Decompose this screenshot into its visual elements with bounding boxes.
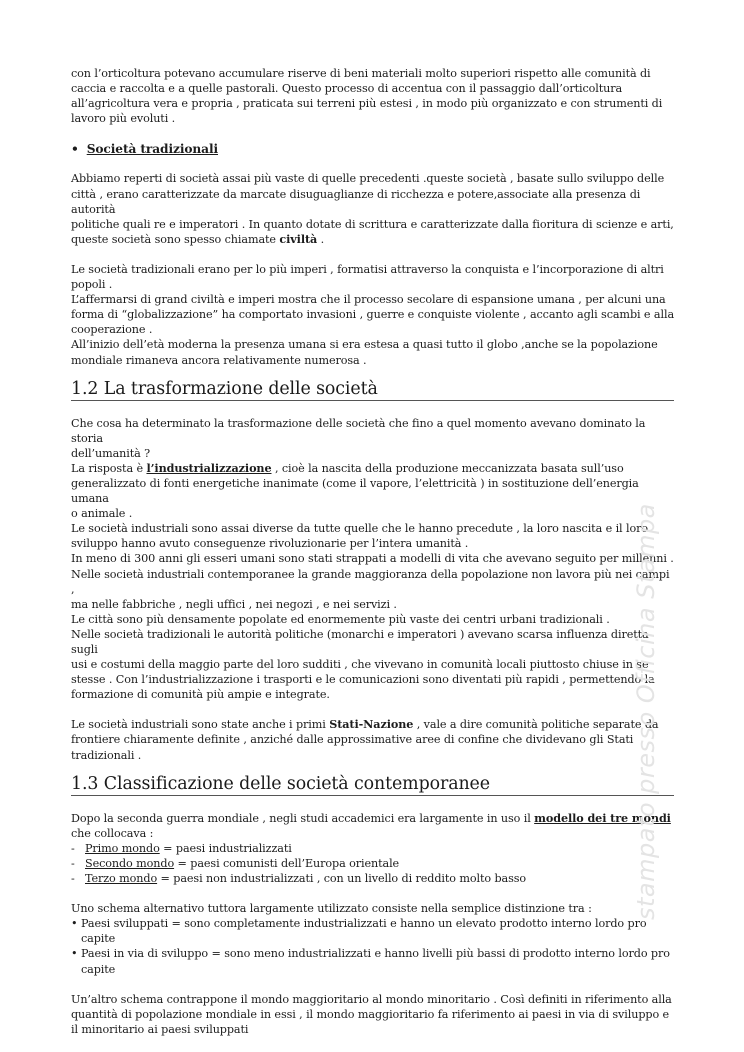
text-span: = paesi comunisti dell’Europa orientale — [174, 856, 400, 870]
dash-icon: - — [71, 856, 75, 870]
text-line: generalizzato di fonti energetiche inanimate (come il vapore, l’elettricità ) in sostituzione dell’energia umana — [71, 476, 639, 506]
section-title-1-2: 1.2 La trasformazione delle società — [71, 378, 674, 401]
intro-paragraph — [71, 66, 674, 126]
bold-term-civilta: civiltà — [279, 231, 318, 246]
text-line: L’affermarsi di grand civiltà e imperi mostra che il processo secolare di espansione umana , per alcuni una — [71, 293, 666, 307]
text-line: dell’umanità ? — [71, 446, 151, 460]
text-line: o animale . — [71, 507, 133, 521]
paragraph-s13-2 — [71, 901, 674, 976]
text-line: stesse . Con l’industrializzazione i trasporti e le comunicazioni sono diventati più rapidi , permettendo la — [71, 673, 655, 687]
bullet-icon: • — [71, 947, 78, 961]
text-span: La risposta è — [71, 461, 147, 475]
text-line: In meno di 300 anni gli esseri umani sono stati strappati a modelli di vita che avevano seguito per millenni . — [71, 552, 674, 566]
text-line: All’inizio dell’età moderna la presenza umana si era estesa a quasi tutto il globo ,anche se la popolazione — [71, 338, 658, 352]
paragraph-s13-1 — [71, 811, 674, 886]
text-line: Nelle società industriali contemporanee la grande maggioranza della popolazione non lavora più nei campi , — [71, 567, 670, 596]
text-span: = paesi industrializzati — [159, 841, 292, 855]
text-line: con l’orticoltura potevano accumulare riserve di beni materiali molto superiori rispetto alle comunità di — [71, 67, 651, 80]
text-line: tradizionali . — [71, 748, 142, 762]
term-terzo-mondo: Terzo mondo — [85, 872, 158, 886]
text-line: sviluppo hanno avuto conseguenze rivoluzionarie per l’intera umanità . — [71, 537, 469, 551]
dash-icon: - — [71, 872, 75, 886]
text-line: capite — [81, 962, 116, 976]
paragraph-s12-2 — [71, 717, 674, 762]
text-line: formazione di comunità più ampie e integrate. — [71, 688, 330, 702]
text-line: Paesi sviluppati = sono completamente industrializzati e hanno un elevato prodotto interno lordo pro — [81, 917, 647, 931]
text-line: Paesi in via di sviluppo = sono meno industrializzati e hanno livelli più bassi di prodotto interno lordo pro — [81, 947, 670, 961]
text-span: , cioè la nascita della produzione meccanizzata basata sull’uso — [271, 461, 624, 475]
heading-text: Società tradizionali — [86, 142, 219, 157]
bold-term-industrializzazione: l’industrializzazione — [146, 460, 272, 475]
text-line: Un’altro schema contrappone il mondo maggioritario al mondo minoritario . Così definiti in riferimento alla — [71, 992, 672, 1006]
text-line: popoli . — [71, 278, 113, 292]
text-line: forma di “globalizzazione” ha comportato invasioni , guerre e conquiste violente , accanto agli scambi e alla — [71, 308, 675, 322]
text-line: ma nelle fabbriche , negli uffici , nei negozi , e nei servizi . — [71, 597, 397, 611]
dash-icon: - — [71, 841, 75, 855]
text-line — [71, 717, 674, 732]
bold-term-stati-nazione: Stati-Nazione — [329, 717, 414, 732]
section-heading-societa-tradizionali — [71, 142, 674, 157]
paragraph-trad-1 — [71, 171, 674, 246]
bullet-icon: • — [71, 142, 79, 157]
text-line: che collocava : — [71, 826, 154, 840]
watermark-text: stampato presso Officina Stampa — [632, 503, 660, 920]
text-span: . — [317, 232, 325, 246]
list-item-terzo-mondo — [71, 871, 674, 886]
text-line: Le città sono più densamente popolate ed enormemente più vaste dei centri urbani tradizionali . — [71, 612, 610, 626]
bold-term-modello-tre-mondi: modello dei tre mondi — [534, 810, 671, 825]
text-line: Che cosa ha determinato la trasformazione delle società che fino a quel momento avevano dominato la storia — [71, 416, 646, 445]
text-line — [71, 461, 674, 476]
text-span: , vale a dire comunità politiche separate da — [413, 718, 659, 732]
document-page — [71, 66, 674, 1037]
text-line: capite — [81, 932, 116, 946]
text-line: quantità di popolazione mondiale in essi , il mondo maggioritario fa riferimento ai paesi in via di sviluppo e — [71, 1007, 670, 1021]
text-line: Abbiamo reperti di società assai più vaste di quelle precedenti .queste società , basate sullo sviluppo delle — [71, 172, 665, 186]
term-primo-mondo: Primo mondo — [85, 841, 160, 855]
text-span: = paesi non industrializzati , con un livello di reddito molto basso — [157, 872, 527, 886]
text-span: queste società sono spesso chiamate — [71, 232, 280, 246]
text-line: Le società tradizionali erano per lo più imperi , formatisi attraverso la conquista e l’incorporazione di altri — [71, 262, 664, 276]
text-line: frontiere chiaramente definite , anziché dalle approssimative aree di confine che dividevano gli Stati — [71, 733, 634, 747]
term-secondo-mondo: Secondo mondo — [85, 856, 175, 870]
list-item-primo-mondo — [71, 841, 674, 856]
list-item-paesi-sviluppati — [71, 916, 674, 946]
text-line — [71, 232, 674, 247]
paragraph-s12-1 — [71, 416, 674, 703]
paragraph-trad-2 — [71, 262, 674, 368]
text-line: politiche quali re e imperatori . In quanto dotate di scrittura e caratterizzate dalla fioritura di scienze e arti, — [71, 217, 674, 231]
bullet-icon: • — [71, 917, 78, 931]
text-line: mondiale rimaneva ancora relativamente numerosa . — [71, 353, 367, 367]
text-line: il minoritario ai paesi sviluppati — [71, 1022, 249, 1036]
text-span: Le società industriali sono state anche i primi — [71, 718, 330, 732]
list-item-paesi-in-via-di-sviluppo — [71, 946, 674, 976]
section-title-1-3: 1.3 Classificazione delle società contemporanee — [71, 773, 674, 796]
text-line: usi e costumi della maggio parte del loro sudditi , che vivevano in comunità locali piuttosto chiuse in se — [71, 658, 649, 672]
text-line: Uno schema alternativo tuttora largamente utilizzato consiste nella semplice distinzione tra : — [71, 902, 592, 916]
text-line: all’agricoltura vera e propria , praticata sui terreni più estesi , in modo più organizzato e con strumenti di — [71, 97, 663, 111]
text-span: Dopo la seconda guerra mondiale , negli studi accademici era largamente in uso il — [71, 811, 535, 825]
text-line: Le società industriali sono assai diverse da tutte quelle che le hanno precedute , la loro nascita e il loro — [71, 522, 648, 536]
text-line: città , erano caratterizzate da marcate disuguaglianze di ricchezza e potere,associate alla presenza di autorità — [71, 187, 641, 216]
text-line: caccia e raccolta e a quelle pastorali. Questo processo di accentua con il passaggio dall’orticoltura — [71, 82, 623, 96]
text-line: cooperazione . — [71, 323, 153, 337]
text-line: Nelle società tradizionali le autorità politiche (monarchi e imperatori ) avevano scarsa influenza diretta sugli — [71, 627, 649, 656]
list-item-secondo-mondo — [71, 856, 674, 871]
text-line — [71, 811, 674, 826]
text-line: lavoro più evoluti . — [71, 112, 176, 126]
paragraph-s13-3 — [71, 992, 674, 1037]
